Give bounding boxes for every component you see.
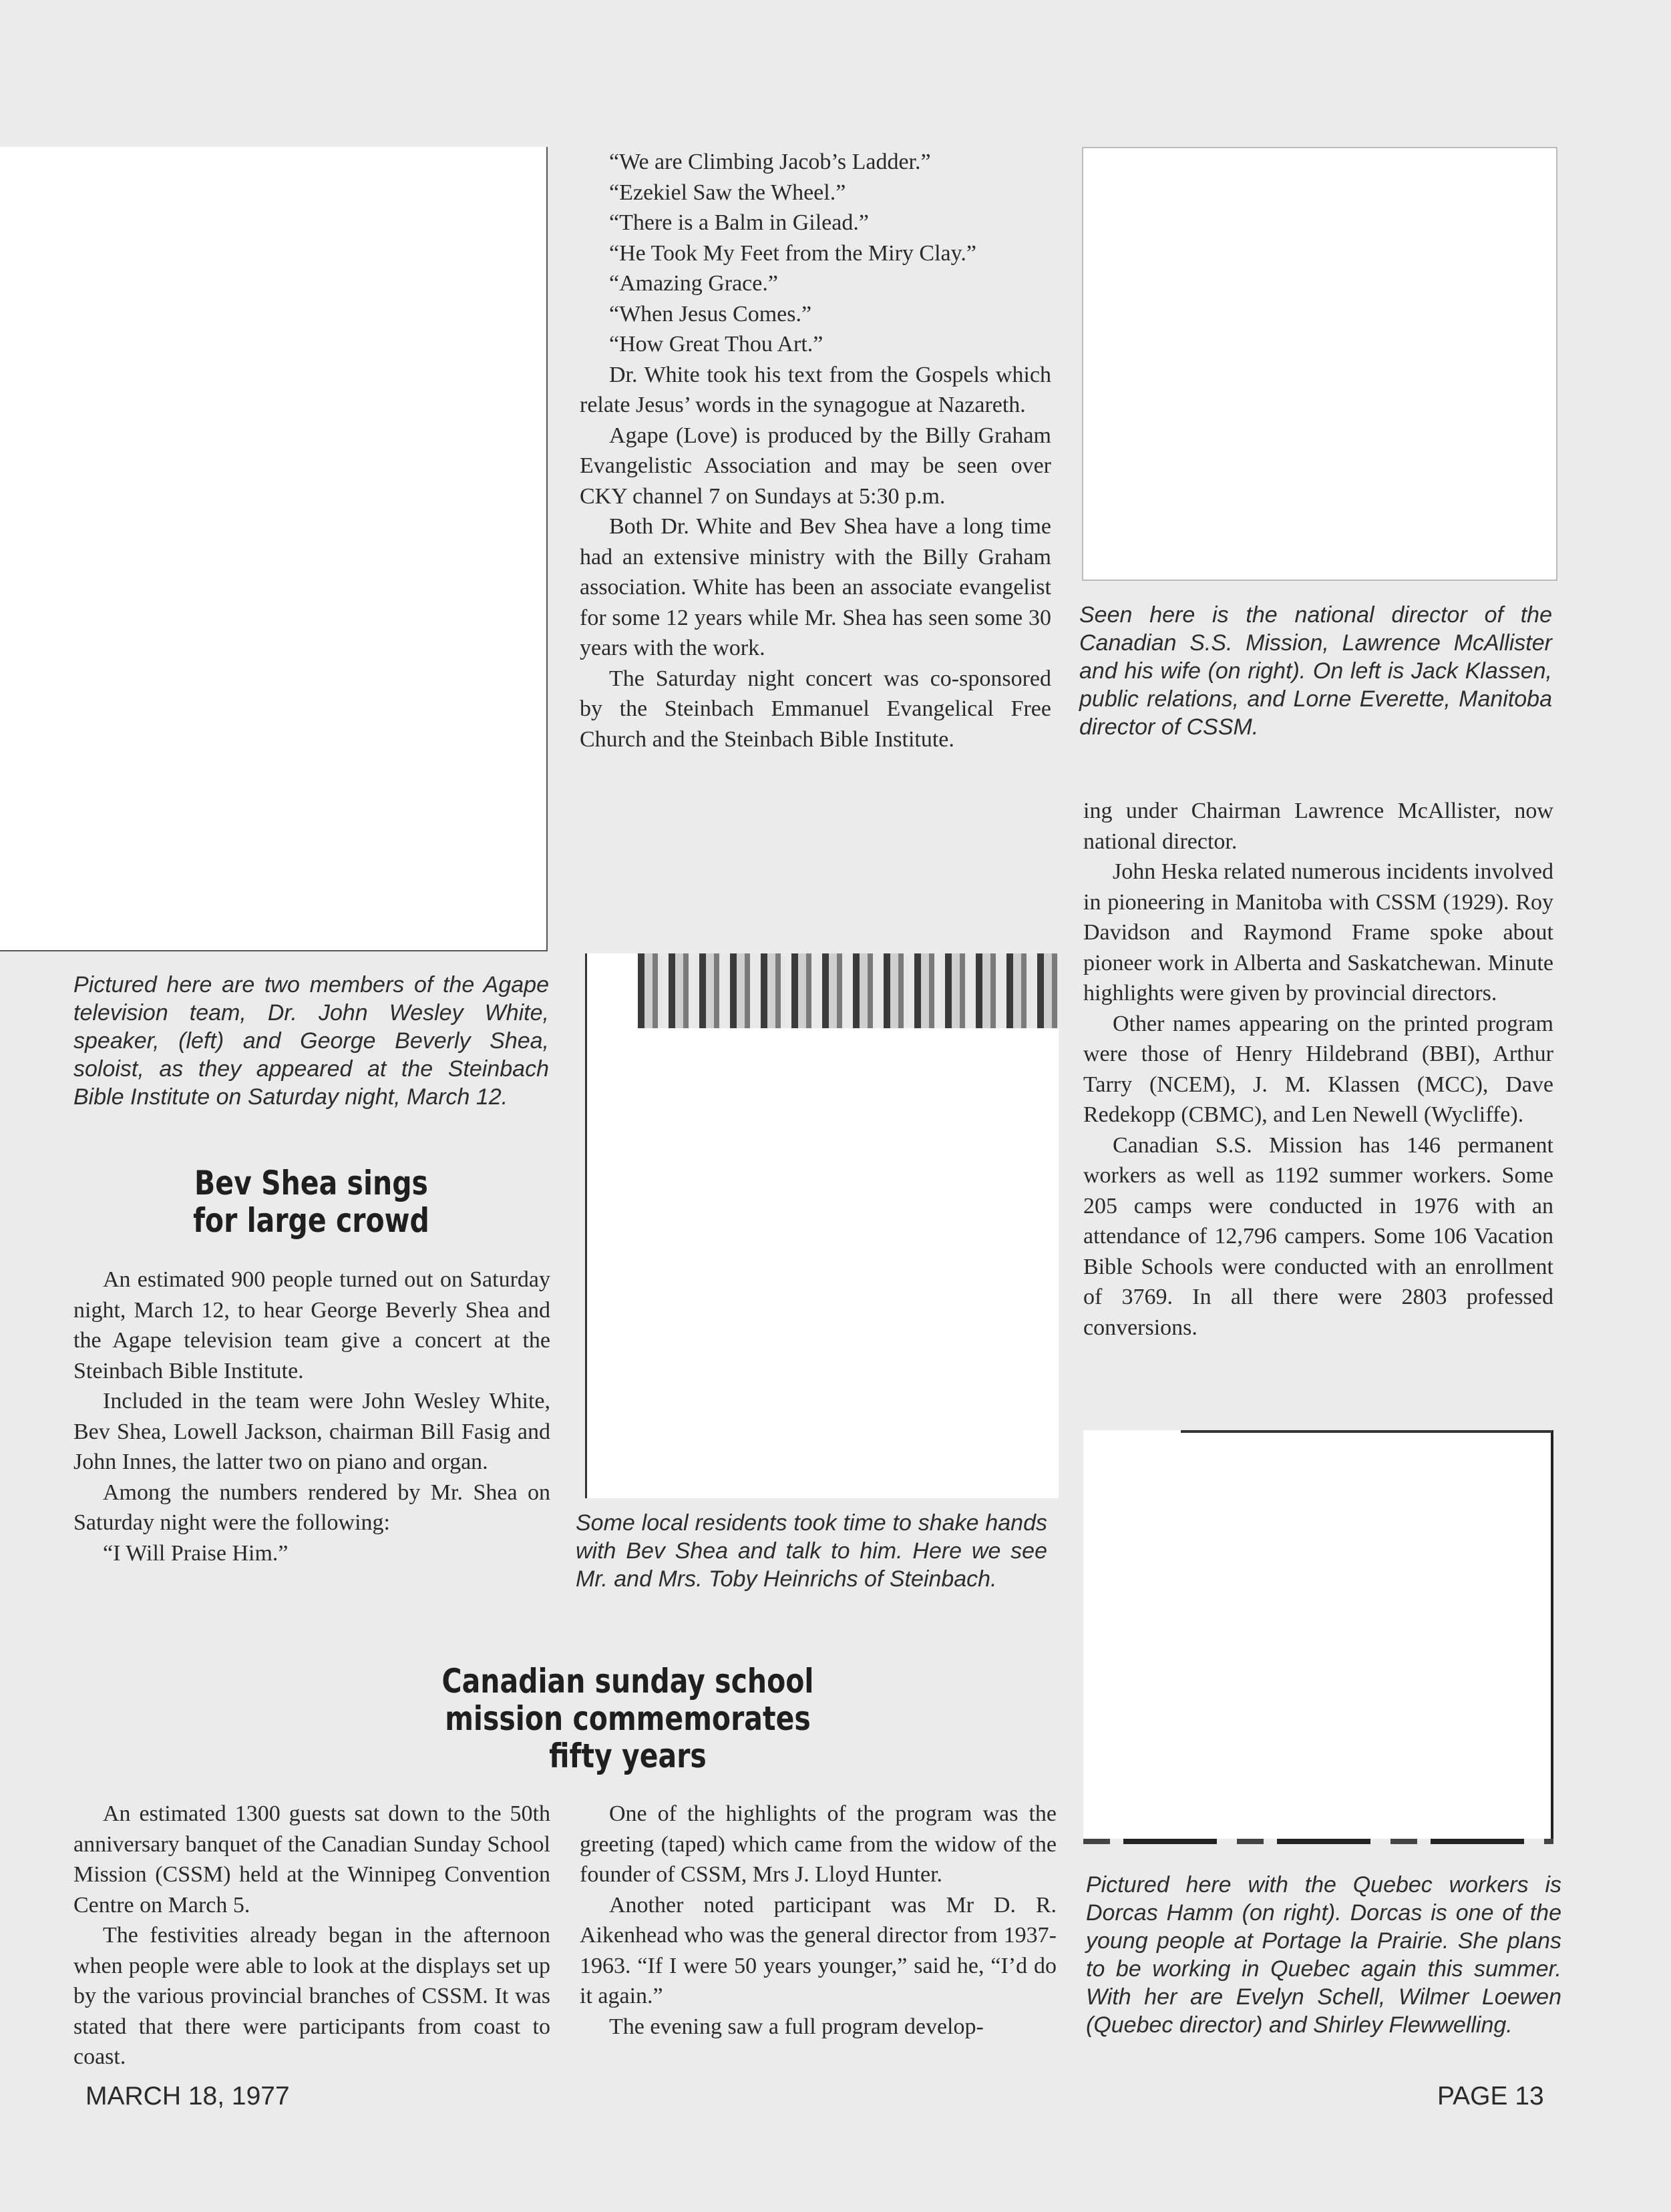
paragraph: Included in the team were John Wesley White, Bev Shea, Lowell Jackson, chairman Bill Fasig and John Innes, the latter two on piano and organ. <box>73 1389 550 1474</box>
footer-date: MARCH 18, 1977 <box>85 2082 290 2111</box>
paragraph: Another noted participant was Mr D. R. Aikenhead who was the general director from 1937-1963. “If I were 50 years younger,” said he, “I’d do it again.” <box>580 1892 1057 2008</box>
song-title: “Ezekiel Saw the Wheel.” <box>609 180 846 205</box>
caption-quebec-workers: Pictured here with the Quebec workers is Dorcas Hamm (on right). Dorcas is one of the young people at Portage la Prairie. She plans to be working in Quebec again this summer. With her are Evelyn Schell, Wilmer Loewen (Quebec director) and Shirley Flewwelling. <box>1086 1872 1561 2038</box>
headline-line: fifty years <box>549 1737 707 1775</box>
column-right <box>1083 796 1553 1343</box>
headline-bev-shea <box>116 1164 506 1239</box>
article-cssm-col2 <box>580 1799 1057 2042</box>
paragraph: “I Will Praise Him.” <box>103 1540 289 1566</box>
paragraph: Canadian S.S. Mission has 146 permanent workers as well as 1192 summer workers. Some 205 camps were conducted in 1976 with an attendance of 12,796 campers. Some 106 Vacation Bible Schools were conducted with an enrollment of 3769. In all there were 2803 professed conversions. <box>1083 1132 1553 1340</box>
headline-line: Canadian sunday school <box>441 1662 814 1701</box>
paragraph: Both Dr. White and Bev Shea have a long time had an extensive ministry with the Billy Graham association. White has been an associate evangelist for some 12 years while Mr. Shea has seen some 30 years with the work. <box>580 514 1051 660</box>
paragraph: One of the highlights of the program was the greeting (taped) which came from the widow of the founder of CSSM, Mrs J. Lloyd Hunter. <box>580 1801 1057 1887</box>
headline-line: Bev Shea sings <box>194 1164 428 1202</box>
photo-local-residents <box>585 953 1059 1498</box>
photo-national-director <box>1082 147 1557 581</box>
paragraph: Other names appearing on the printed program were those of Henry Hildebrand (BBI), Arthur Tarry (NCEM), J. M. Klassen (MCC), Dave Redekopp (CBMC), and Len Newell (Wycliffe). <box>1083 1011 1553 1127</box>
song-title: “There is a Balm in Gilead.” <box>609 210 869 235</box>
paragraph: An estimated 1300 guests sat down to the 50th anniversary banquet of the Canadian Sunday School Mission (CSSM) held at the Winnipeg Convention Centre on March 5. <box>73 1801 550 1918</box>
paragraph: The festivities already began in the afternoon when people were able to look at the displays set up by the various provincial branches of CSSM. It was stated that there were participants from coast to coast. <box>73 1923 550 2069</box>
paragraph: Agape (Love) is produced by the Billy Graham Evangelistic Association and may be seen over CKY channel 7 on Sundays at 5:30 p.m. <box>580 423 1051 509</box>
headline-cssm <box>354 1663 902 1775</box>
photo-bottom-edge <box>1083 1839 1553 1844</box>
footer-page-number: PAGE 13 <box>1437 2082 1544 2111</box>
paragraph: Dr. White took his text from the Gospels which relate Jesus’ words in the synagogue at Nazareth. <box>580 362 1051 417</box>
column-top-middle <box>580 147 1051 754</box>
paragraph: ing under Chairman Lawrence McAllister, now national director. <box>1083 799 1553 854</box>
song-title: “When Jesus Comes.” <box>609 301 812 326</box>
article-cssm-col1 <box>73 1799 550 2072</box>
photo-agape-team <box>0 147 548 951</box>
caption-agape-team: Pictured here are two members of the Agape television team, Dr. John Wesley White, speaker, (left) and George Beverly Shea, soloist, as they appeared at the Steinbach Bible Institute on Saturday night, March 12. <box>73 972 549 1110</box>
headline-line: mission commemorates <box>445 1699 811 1738</box>
photo-top-edge <box>1181 1430 1552 1433</box>
article-bev-shea <box>73 1265 550 1568</box>
paragraph: The Saturday night concert was co-sponsored by the Steinbach Emmanuel Evangelical Free Church and the Steinbach Bible Institute. <box>580 666 1051 752</box>
paragraph: An estimated 900 people turned out on Saturday night, March 12, to hear George Beverly Shea and the Agape television team give a concert at the Steinbach Bible Institute. <box>73 1267 550 1383</box>
paragraph: Among the numbers rendered by Mr. Shea on Saturday night were the following: <box>73 1480 550 1535</box>
song-title: “He Took My Feet from the Miry Clay.” <box>609 240 977 266</box>
headline-line: for large crowd <box>193 1201 429 1240</box>
caption-national-director: Seen here is the national director of the Canadian S.S. Mission, Lawrence McAllister and his wife (on right). On left is Jack Klassen, public relations, and Lorne Everette, Manitoba director of CSSM. <box>1079 602 1552 740</box>
song-title: “How Great Thou Art.” <box>609 332 823 357</box>
paragraph: The evening saw a full program develop- <box>609 2014 984 2039</box>
photo-quebec-workers <box>1083 1430 1553 1844</box>
song-title: “Amazing Grace.” <box>609 271 778 296</box>
photo-fragment <box>638 953 1059 1028</box>
song-title: “We are Climbing Jacob’s Ladder.” <box>609 150 931 174</box>
paragraph: John Heska related numerous incidents involved in pioneering in Manitoba with CSSM (1929). Roy Davidson and Raymond Frame spoke about pioneer work in Alberta and Saskatchewan. Minute highlights were given by provincial directors. <box>1083 859 1554 1006</box>
caption-local-residents: Some local residents took time to shake hands with Bev Shea and talk to him. Here we see Mr. and Mrs. Toby Heinrichs of Steinbach. <box>576 1510 1047 1592</box>
